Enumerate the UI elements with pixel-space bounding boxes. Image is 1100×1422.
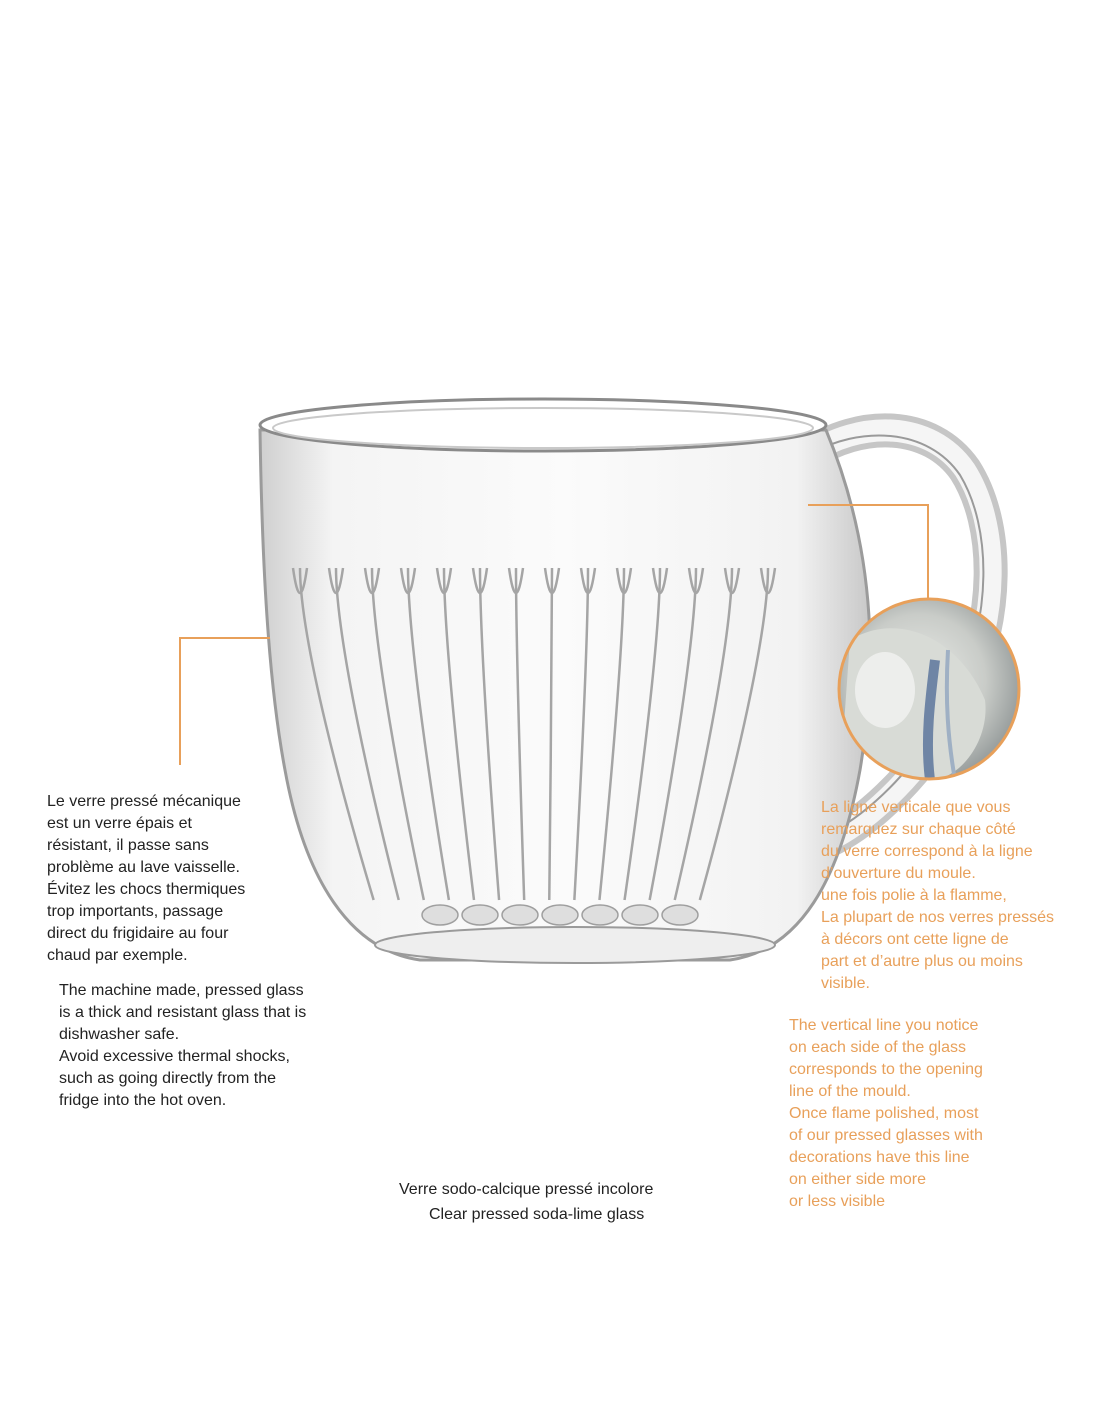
right-text-french [821, 797, 1054, 995]
left-en-line: dishwasher safe. [59, 1026, 180, 1043]
right-en-line: decorations have this line [789, 1149, 970, 1166]
right-fr-line: visible. [821, 975, 870, 992]
right-en-line: on each side of the glass [789, 1039, 967, 1056]
right-en-line: Once flame polished, most [789, 1105, 979, 1122]
right-text-english [789, 1015, 983, 1213]
left-callout-line [180, 638, 270, 765]
right-fr-line: une fois polie à la flamme, [821, 887, 1007, 904]
right-en-line: The vertical line you notice [789, 1017, 979, 1034]
left-fr-line: résistant, il passe sans [47, 837, 209, 854]
right-fr-line: La ligne verticale que vous [821, 799, 1011, 816]
left-fr-line: problème au lave vaisselle. [47, 859, 240, 876]
left-fr-line: chaud par exemple. [47, 947, 188, 964]
right-en-line: corresponds to the opening [789, 1061, 983, 1078]
caption-french: Verre sodo-calcique pressé incolore [399, 1181, 654, 1198]
left-text-french [47, 791, 245, 967]
right-en-line: or less visible [789, 1193, 886, 1210]
right-en-line: line of the mould. [789, 1083, 911, 1100]
mould-line-zoom-circle [838, 598, 1020, 780]
right-fr-line: du verre correspond à la ligne [821, 843, 1033, 860]
right-fr-line: La plupart de nos verres pressés [821, 909, 1055, 926]
right-en-line: of our pressed glasses with [789, 1127, 983, 1144]
right-fr-line: d’ouverture du moule. [821, 865, 976, 882]
caption-english: Clear pressed soda-lime glass [429, 1206, 645, 1223]
right-fr-line: part et d’autre plus ou moins [821, 953, 1023, 970]
left-fr-line: Le verre pressé mécanique [47, 793, 241, 810]
left-fr-line: est un verre épais et [47, 815, 192, 832]
left-fr-line: direct du frigidaire au four [47, 925, 229, 942]
left-en-line: such as going directly from the [59, 1070, 276, 1087]
left-fr-line: Évitez les chocs thermiques [47, 881, 246, 898]
right-en-line: on either side more [789, 1171, 926, 1188]
left-en-line: fridge into the hot oven. [59, 1092, 227, 1109]
left-fr-line: trop importants, passage [47, 903, 224, 920]
right-fr-line: remarquez sur chaque côté [821, 821, 1016, 838]
left-en-line: is a thick and resistant glass that is [59, 1004, 307, 1021]
left-en-line: The machine made, pressed glass [59, 982, 304, 999]
mug-body [260, 399, 870, 963]
right-fr-line: à décors ont cette ligne de [821, 931, 1009, 948]
left-text-english [59, 980, 306, 1112]
left-en-line: Avoid excessive thermal shocks, [59, 1048, 290, 1065]
